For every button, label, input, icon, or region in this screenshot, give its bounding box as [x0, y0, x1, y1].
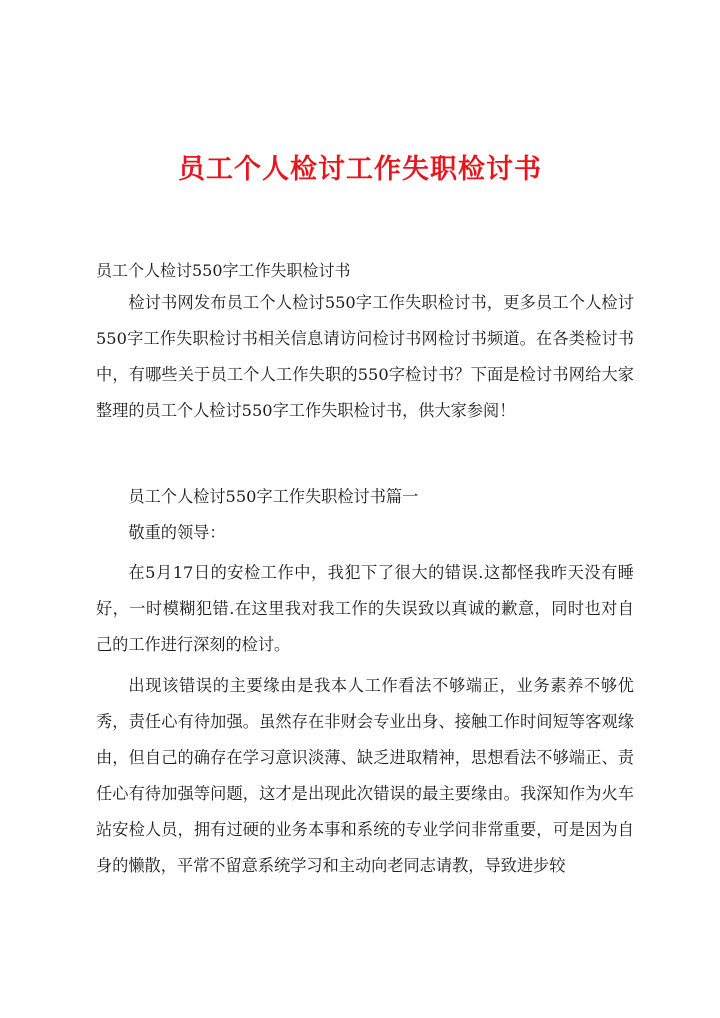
intro-paragraph: 检讨书网发布员工个人检讨550字工作失职检讨书，更多员工个人检讨550字工作失职检讨书相关信息请访问检讨书网检讨书频道。在各类检讨书中，有哪些关于员工个人工作失职的550字检讨书？下面是检讨书网给大家整理的员工个人检讨550字工作失职检讨书，供大家参阅！ [96, 293, 634, 420]
document-title: 员工个人检讨工作失职检讨书 [178, 154, 542, 185]
section-heading: 员工个人检讨550字工作失职检讨书篇一 [128, 487, 419, 506]
body-paragraph-2: 出现该错误的主要缘由是我本人工作看法不够端正，业务素养不够优秀，责任心有待加强。虽然存在非财会专业出身、接触工作时间短等客观缘由，但自己的确存在学习意识淡薄、缺乏进取精神，思想看法不够端正、责任心有待加强等问题，这才是出现此次错误的最主要缘由。我深知作为火车站安检人员，拥有过硬的业务本事和系统的专业学问非常重要，可是因为自身的懒散，平常不留意系统学习和主动向老同志请教，导致进步较 [96, 676, 634, 875]
document-subtitle: 员工个人检讨550字工作失职检讨书 [96, 261, 351, 280]
salutation: 敬重的领导： [128, 523, 226, 542]
body-paragraph-1: 在5月17日的安检工作中，我犯下了很大的错误.这都怪我昨天没有睡好，一时模糊犯错.在这里我对我工作的失误致以真诚的歉意，同时也对自己的工作进行深刻的检讨。 [96, 563, 634, 654]
